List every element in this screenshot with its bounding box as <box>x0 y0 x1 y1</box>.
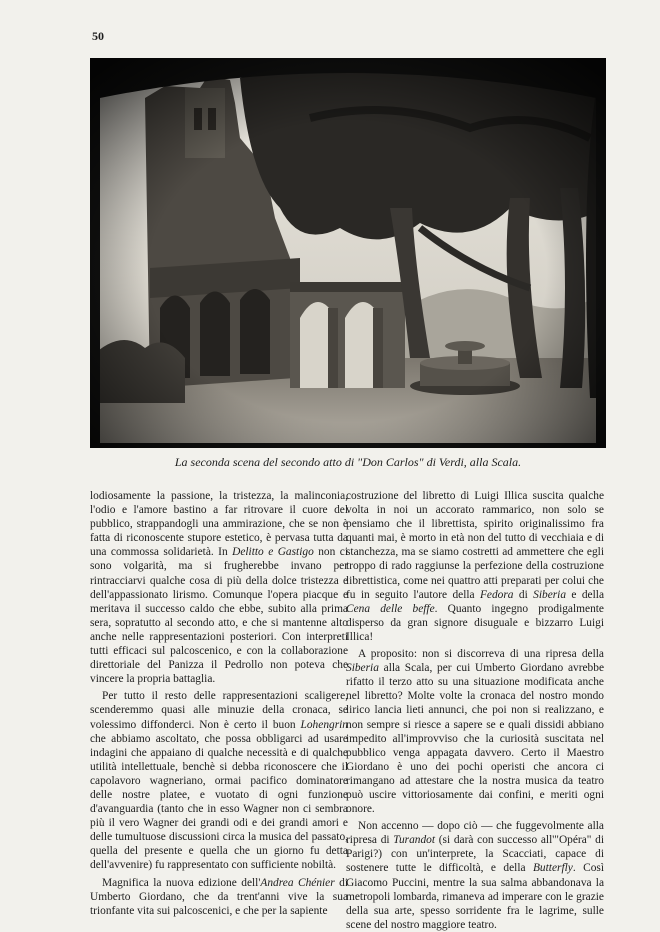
right-column <box>346 489 604 932</box>
title-lohengrin: Lohengrin <box>300 718 348 731</box>
title-delitto-e-gastigo: Delitto e Gastigo <box>232 546 314 559</box>
title-siberia-2: Siberia <box>346 662 379 675</box>
title-turandot: Turandot <box>393 834 436 847</box>
right-paragraph-3: Non accenno — dopo ciò — che fuggevolmente alla ripresa di Turandot (si darà con successo all'"Opéra" di Parigi?) con un'interprete, la Scacciati, capace di sostenere tutte le difficoltà, e della Butterfly. Così Giacomo Puccini, mentre la sua salma abbandonava la metropoli lombarda, rimaneva ad imperare con le grazie della sua arte, spesso sorridente fra le lagrime, sulle scene del nostro maggiore teatro. <box>346 820 604 931</box>
left-column <box>90 489 348 918</box>
left-paragraph-3: Magnifica la nuova edizione dell'Andrea Chénier di Umberto Giordano, che da trent'anni vive la sua trionfante vita sui palcoscenici, e che per la sapiente <box>90 876 348 917</box>
right-paragraph-1: costruzione del libretto di Luigi Illica suscita qualche volta in noi un accorato rammarico, non solo se pensiamo che il librettista, spirito originalissimo fra quanti mai, è morto in età non del tutto di vecchiaia e di stanchezza, ma se siamo costretti ad ammettere che egli troppo di rado raggiunse la perfezione della costruzione librettistica, come nei quattro atti preparati per colui che fu in seguito l'autore della Fedora di Siberia e della Cena delle beffe. Quanto ingegno prodigalmente disperso da gran signore disuguale e bizzarro Luigi Illica! <box>346 490 604 643</box>
right-paragraph-2: A proposito: non si discorreva di una ripresa della Siberia alla Scala, per cui Umberto Giordano avrebbe rifatto il terzo atto su una situazione modificata anche nel libretto? Molte volte la cronaca del nostro mondo lirico lancia lieti annunci, che poi non si realizzano, e non sempre si riesce a sapere se e quali dissidi abbiano impedito all'improvviso che la curiosità suscitata nel pubblico venga appagata davvero. Certo il Maestro Giordano è uno dei pochi operisti che ancora ci rimangano ad attestare che la nostra musica da teatro può uscire vittoriosamente dai confini, e meriti ogni onore. <box>346 648 604 816</box>
title-andrea-chenier: Andrea Chénier <box>260 876 335 889</box>
title-fedora: Fedora <box>479 588 514 601</box>
page-number: 50 <box>92 29 104 43</box>
left-paragraph-1: lodiosamente la passione, la tristezza, la malinconia, l'odio e l'amore bastino a far ritrovare il cuore del pubblico, strappandogli una ammirazione, che se non è fatta di riconoscente stupore estetico, è pervasa tutta da una commossa solidarietà. In Delitto e Gastigo non ci sono volgarità, ma si frugherebbe invano per rintracciarvi qualche cosa di più della dolce tristezza e dell'appassionato lirismo. Comunque l'opera piacque e meritava il successo caldo che ebbe, subito alla prima sera, sopratutto al secondo atto, e che si mantenne alto anche nelle rappresentazioni posteriori. Con interpreti tutti efficaci sul palcoscenico, e con la collaborazione direttoriale del Panizza il Pedrollo non poteva che vincere la propria battaglia. <box>90 490 348 686</box>
title-cena-delle-beffe: Cena delle beffe <box>346 602 435 615</box>
plate-caption: La seconda scena del secondo atto di "Don Carlos" di Verdi, alla Scala. <box>174 455 522 469</box>
left-paragraph-2: Per tutto il resto delle rappresentazioni scaligere, scenderemmo quasi alle minuzie della cronaca, se volessimo diffonderci. Non è certo il buon Lohengrin che abbiamo ascoltato, che possa obbligarci ad usare indagini che appaiano di qualche necessità e di qualche utilità intellettuale, benchè si debba riconoscere che il capolavoro wagneriano, ormai pacifico dominatore delle nostre platee, e vuotato di ogni funzione d'avanguardia (tanto che in esso Wagner non ci sembra più il vero Wagner dei grandi odi e dei grandi amori e delle tumultuose discussioni circa la musica del passato, quella del presente e quella che un giorno fu detta dell'avvenire) fu rappresentato con sufficiente nobiltà. <box>90 690 348 872</box>
stage-photograph <box>90 58 606 448</box>
stage-scene-illustration <box>90 58 606 448</box>
title-siberia: Siberia <box>533 588 567 601</box>
title-butterfly: Butterfly <box>532 862 573 875</box>
